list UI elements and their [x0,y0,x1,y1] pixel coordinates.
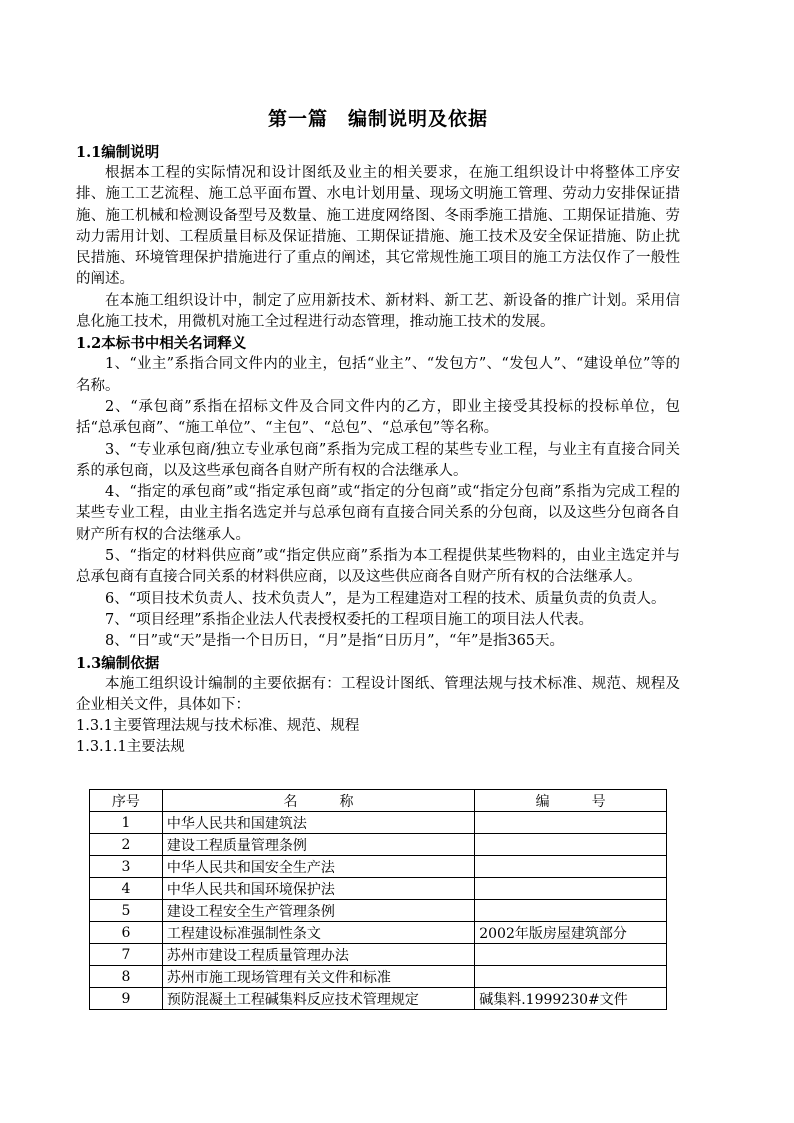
definition-item: 5、“指定的材料供应商”或“指定供应商”系指为本工程提供某些物料的，由业主选定并与总承包商有直接合同关系的材料供应商，以及这些供应商各自财产所有权的合法继承人。 [76,548,680,586]
definition-item: 3、“专业承包商/独立专业承包商”系指为完成工程的某些专业工程，与业主有直接合同关系的承包商，以及这些承包商各自财产所有权的合法继承人。 [76,441,680,479]
cell-code [475,966,667,988]
regulations-table [89,789,667,1010]
cell-no: 3 [90,856,163,878]
column-header-name: 名 称 [162,790,474,812]
cell-no: 2 [90,834,163,856]
cell-no: 5 [90,900,163,922]
paragraph: 根据本工程的实际情况和设计图纸及业主的相关要求，在施工组织设计中将整体工序安排、施工工艺流程、施工总平面布置、水电计划用量、现场文明施工管理、劳动力安排保证措施、施工机械和检测设备型号及数量、施工进度网络图、冬雨季施工措施、工期保证措施、劳动力需用计划、工程质量目标及保证措施、工期保证措施、施工技术及安全保证措施、防止扰民措施、环境管理保护措施进行了重点的阐述，其它常规性施工项目的施工方法仅作了一般性的阐述。 [76,165,680,288]
cell-code: 碱集料.1999230#文件 [475,988,667,1010]
cell-name: 建设工程质量管理条例 [162,834,474,856]
table-row [90,988,667,1010]
table-row [90,944,667,966]
section-heading-1-2: 1.2本标书中相关名词释义 [76,335,247,353]
cell-name: 苏州市施工现场管理有关文件和标准 [162,966,474,988]
cell-code [475,900,667,922]
definition-item: 8、“日”或“天”是指一个日历日，“月”是指“日历月”，“年”是指365天。 [105,633,565,650]
subsection-heading: 1.3.1.1主要法规 [76,739,185,756]
definition-item: 7、“项目经理”系指企业法人代表授权委托的工程项目施工的项目法人代表。 [105,611,594,628]
cell-name: 建设工程安全生产管理条例 [162,900,474,922]
definition-item: 4、“指定的承包商”或“指定承包商”或“指定的分包商”或“指定分包商”系指为完成工程的某些专业工程，由业主指名选定并与总承包商有直接合同关系的分包商，以及这些分包商各自财产所有权的合法继承人。 [76,484,680,543]
cell-code [475,878,667,900]
definition-item: 1、“业主”系指合同文件内的业主，包括“业主”、“发包方”、“发包人”、“建设单位”等的名称。 [76,356,680,394]
page-title: 第一篇 编制说明及依据 [267,108,488,130]
table-row [90,812,667,834]
cell-code [475,812,667,834]
table-row [90,966,667,988]
cell-code: 2002年版房屋建筑部分 [475,922,667,944]
table-row [90,878,667,900]
definition-item: 2、“承包商”系指在招标文件及合同文件内的乙方，即业主接受其投标的投标单位，包括“总承包商”、“施工单位”、“主包”、“总包”、“总承包”等名称。 [76,398,680,437]
cell-no: 1 [90,812,163,834]
cell-no: 8 [90,966,163,988]
table-row [90,834,667,856]
cell-name: 工程建设标准强制性条文 [162,922,474,944]
cell-code [475,834,667,856]
cell-code [475,944,667,966]
definition-item: 6、“项目技术负责人、技术负责人”，是为工程建造对工程的技术、质量负责的负责人。 [105,590,666,607]
paragraph: 在本施工组织设计中，制定了应用新技术、新材料、新工艺、新设备的推广计划。采用信息化施工技术，用微机对施工全过程进行动态管理，推动施工技术的发展。 [76,292,680,331]
cell-name: 预防混凝土工程碱集料反应技术管理规定 [162,988,474,1010]
cell-code [475,856,667,878]
cell-no: 4 [90,878,163,900]
section-heading-1-3: 1.3编制依据 [76,654,160,672]
table-row [90,856,667,878]
cell-no: 9 [90,988,163,1010]
table-row [90,900,667,922]
document-page [76,104,680,759]
column-header-code: 编 号 [475,790,667,812]
table-header-row [90,790,667,812]
cell-name: 中华人民共和国安全生产法 [162,856,474,878]
table-row [90,922,667,944]
cell-name: 中华人民共和国环境保护法 [162,878,474,900]
column-header-no: 序号 [90,790,163,812]
cell-no: 6 [90,922,163,944]
cell-name: 中华人民共和国建筑法 [162,812,474,834]
cell-name: 苏州市建设工程质量管理办法 [162,944,474,966]
paragraph: 本施工组织设计编制的主要依据有：工程设计图纸、管理法规与技术标准、规范、规程及企业相关文件，具体如下： [76,675,680,713]
section-heading-1-1: 1.1编制说明 [76,144,160,161]
cell-no: 7 [90,944,163,966]
subsection-heading: 1.3.1主要管理法规与技术标准、规范、规程 [76,718,360,735]
